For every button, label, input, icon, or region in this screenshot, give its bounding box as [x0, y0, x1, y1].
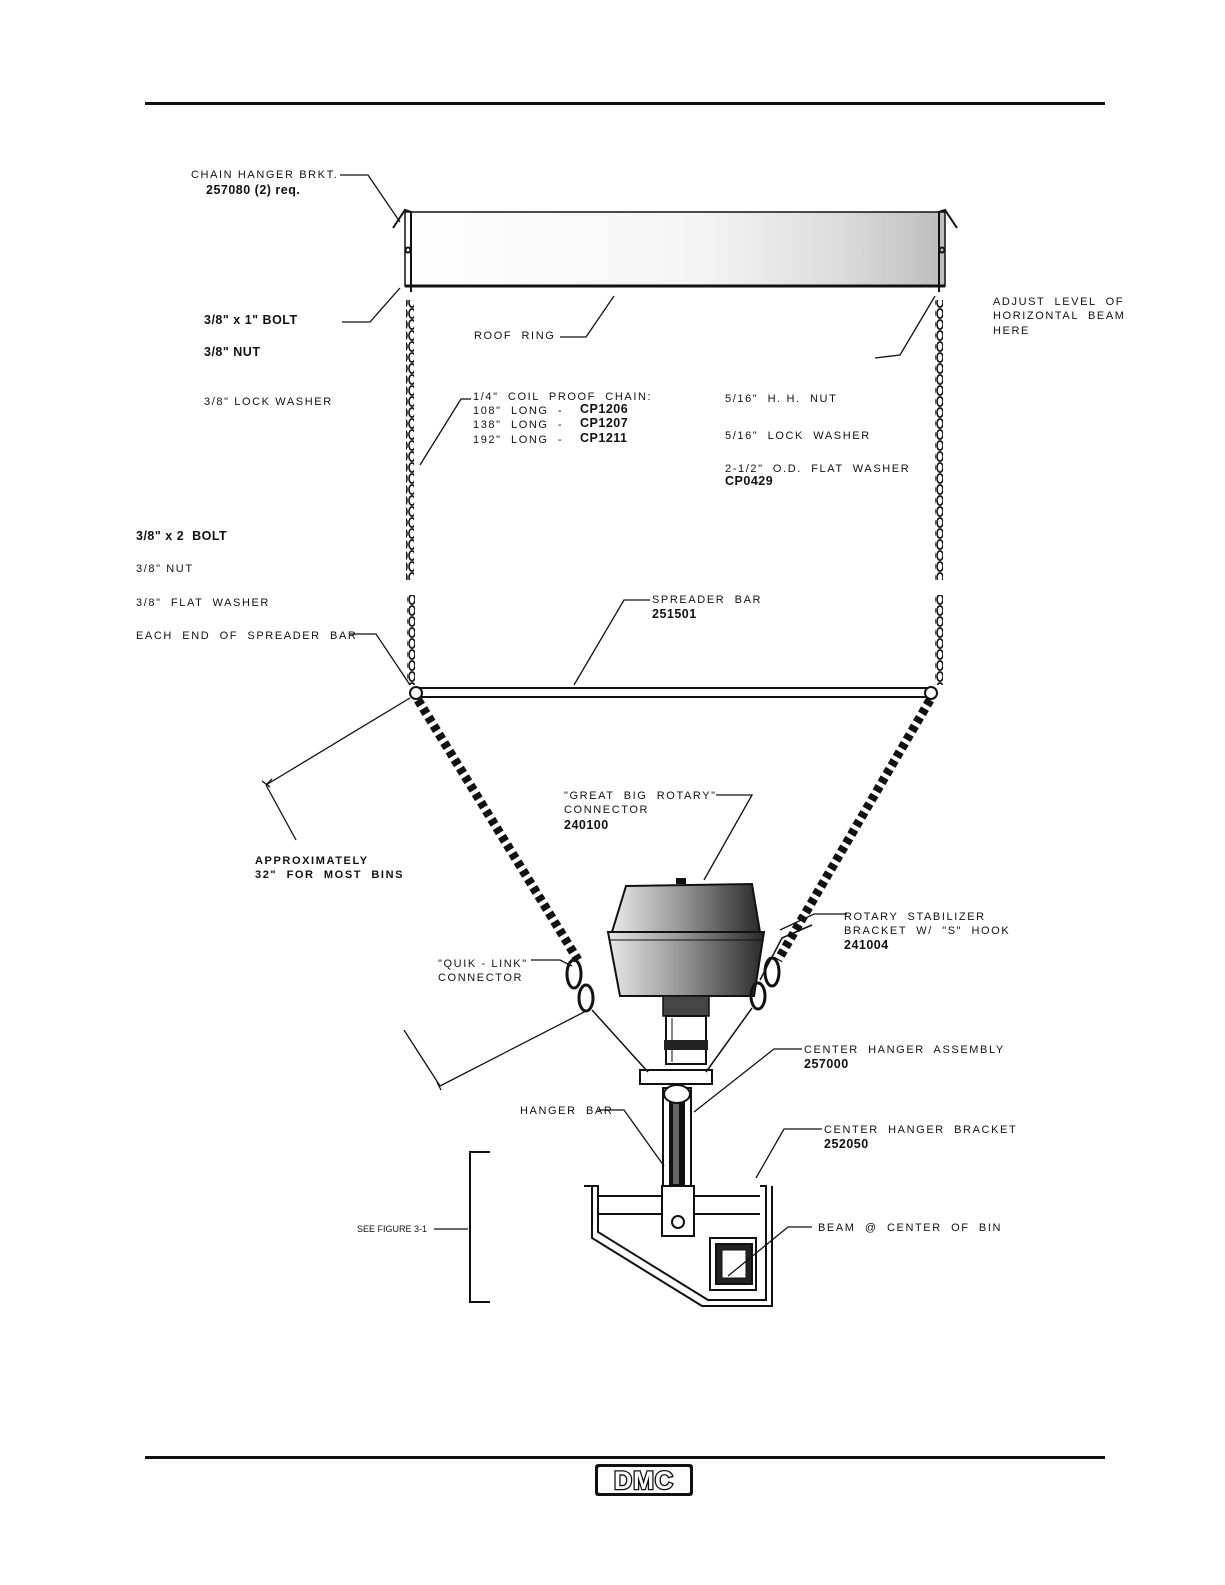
dmc-logo — [594, 1463, 694, 1497]
label-rotary-connector: "GREAT BIG ROTARY" CONNECTOR — [564, 790, 717, 817]
label-nut-1: 3/8" NUT — [204, 345, 261, 359]
chain-diagonal-left — [418, 700, 578, 960]
svg-text:DMC: DMC — [614, 1467, 674, 1495]
label-approx: APPROXIMATELY 32" FOR MOST BINS — [255, 855, 405, 882]
spreader-bar — [410, 687, 937, 699]
label-chain-hanger-brkt: CHAIN HANGER BRKT. — [191, 169, 339, 181]
label-beam-center: BEAM @ CENTER OF BIN — [818, 1222, 1003, 1234]
label-chain-108-num: CP1206 — [580, 402, 629, 416]
label-adjust-level: ADJUST LEVEL OF HORIZONTAL BEAM HERE — [993, 296, 1126, 337]
label-chain-138-num: CP1207 — [580, 416, 629, 430]
label-quik-link: "QUIK - LINK" CONNECTOR — [438, 958, 528, 985]
chain-lower-right — [935, 595, 943, 685]
dimension-line — [262, 698, 588, 1090]
label-lock-washer-1: 3/8" LOCK WASHER — [204, 396, 333, 408]
label-nut-2: 3/8" NUT — [136, 563, 194, 575]
hanger-bar — [663, 1085, 691, 1192]
see-figure-bracket — [470, 1152, 490, 1302]
label-center-hanger-assembly-num: 257000 — [804, 1057, 849, 1071]
label-chain-hanger-brkt-num: 257080 (2) req. — [206, 183, 301, 197]
label-flat-washer-num: CP0429 — [725, 474, 774, 488]
center-hanger-bracket — [584, 1186, 772, 1306]
label-center-hanger-bracket: CENTER HANGER BRACKET — [824, 1124, 1018, 1136]
label-center-hanger-bracket-num: 252050 — [824, 1137, 869, 1151]
chain-lower-left — [407, 595, 415, 685]
label-bolt-2: 3/8" x 2 BOLT — [136, 529, 228, 543]
roof-ring — [405, 212, 945, 286]
label-lock-washer-2: 5/16" LOCK WASHER — [725, 430, 871, 442]
label-chain-138: 138" LONG - — [473, 419, 564, 431]
label-chain-192: 192" LONG - — [473, 434, 564, 446]
label-chain-108: 108" LONG - — [473, 405, 564, 417]
label-center-hanger-assembly: CENTER HANGER ASSEMBLY — [804, 1044, 1005, 1056]
label-rotary-stabilizer-num: 241004 — [844, 938, 889, 952]
label-coil-chain: 1/4" COIL PROOF CHAIN: — [473, 391, 653, 403]
label-flat-washer-2: 3/8" FLAT WASHER — [136, 597, 270, 609]
label-see-figure: SEE FIGURE 3-1 — [357, 1224, 428, 1234]
label-rotary-stabilizer: ROTARY STABILIZER BRACKET W/ "S" HOOK — [844, 911, 1011, 938]
chain-upper-right — [935, 300, 943, 580]
leader-lines — [340, 175, 935, 1276]
label-rotary-connector-num: 240100 — [564, 818, 609, 832]
label-hh-nut: 5/16" H. H. NUT — [725, 393, 838, 405]
quik-link-left — [567, 960, 593, 1011]
label-flat-washer-od: 2-1/2" O.D. FLAT WASHER — [725, 463, 911, 475]
label-each-end: EACH END OF SPREADER BAR — [136, 630, 358, 642]
label-roof-ring: ROOF RING — [474, 330, 556, 342]
label-spreader-bar: SPREADER BAR — [652, 594, 763, 606]
chain-upper-left — [406, 300, 414, 580]
label-chain-192-num: CP1211 — [580, 431, 628, 445]
label-bolt-1: 3/8" x 1" BOLT — [204, 313, 298, 327]
label-spreader-bar-num: 251501 — [652, 607, 697, 621]
label-hanger-bar: HANGER BAR — [520, 1105, 614, 1117]
